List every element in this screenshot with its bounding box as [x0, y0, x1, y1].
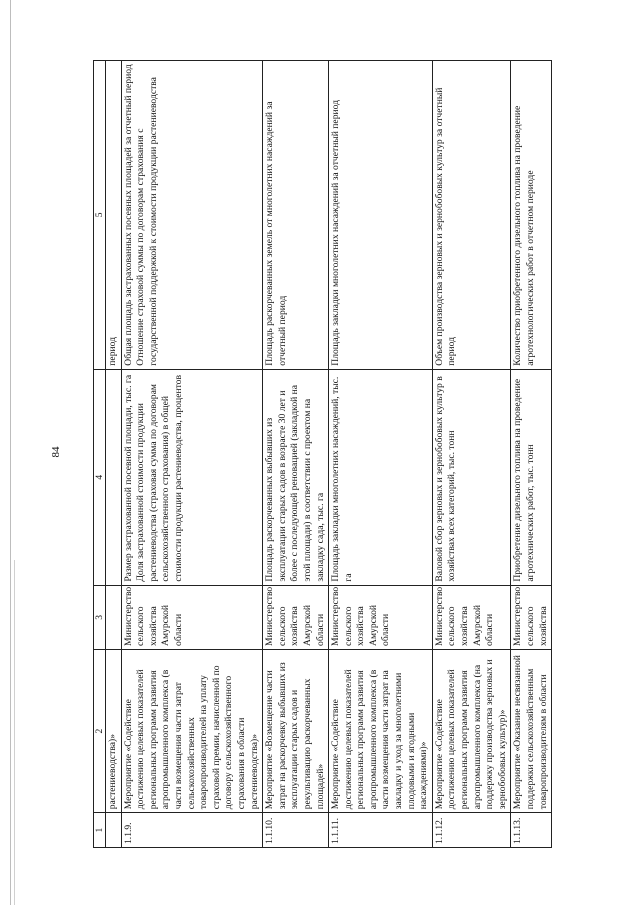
- indicator-text: Размер застрахованной посевной площади, тыс. га: [122, 374, 134, 582]
- cell-event: растениеводства)»: [106, 649, 122, 812]
- cell-indicator: Валовой сбор зерновых и зернобобовых культур в хозяйствах всех категорий, тыс. тонн: [432, 369, 511, 585]
- indicator-text: Доля застрахованной стоимости продукции растениеводства (страховая сумма по договорам сельскохозяйственного страхования) в общей стоимости продукции растениеводства, процентов: [135, 375, 184, 582]
- cell-executor: Министерство сельского хозяйства: [511, 585, 552, 649]
- column-number: 1: [94, 813, 106, 848]
- table-row: [121, 61, 263, 848]
- scan-edge-line: [14, 560, 15, 905]
- cell-indicator: [106, 369, 122, 585]
- scan-edge-line: [10, 0, 11, 905]
- cell-executor: [106, 585, 122, 649]
- cell-indicator: Приобретение дизельного топлива на проведение агротехнических работ, тыс. тонн: [511, 369, 552, 585]
- result-text: Общая площадь застрахованных посевных площадей за отчетный период: [122, 64, 134, 366]
- cell-event: Мероприятие «Содействие достижению целевых показателей региональных программ развития агропромышленного комплекса (в части возмещения части затрат на закладку и уход за многолетними плодовыми и ягодными насаждениями)»: [329, 649, 433, 812]
- cell-event: Мероприятие «Содействие достижению целевых показателей региональных программ развития агропромышленного комплекса (в части возмещения части затрат сельскохозяйственных товаропроизводителей на уплату страховой премии, начисленной по договору сельскохозяйственного страхования в области растениеводства)»: [121, 649, 263, 812]
- cell-executor: Министерство сельского хозяйства Амурской области: [121, 585, 263, 649]
- cell-num: 1.1.9.: [121, 813, 263, 848]
- table-row: [511, 61, 552, 848]
- cell-result: Количество приобретенного дизельного топлива на проведение агротехнологических работ в отчетном периоде: [511, 61, 552, 370]
- cell-indicator: [121, 369, 263, 585]
- cell-executor: Министерство сельского хозяйства Амурской области: [263, 585, 329, 649]
- cell-num: 1.1.11.: [329, 813, 433, 848]
- cell-indicator: Площадь закладки многолетних насаждений, тыс. га: [329, 369, 433, 585]
- cell-num: 1.1.10.: [263, 813, 329, 848]
- column-number: 2: [94, 649, 106, 812]
- result-text: Отношение страховой суммы по договорам страхования с государственной поддержкой к стоимости продукции растениеводства: [135, 77, 159, 366]
- cell-result: период: [106, 61, 122, 370]
- cell-result: [121, 61, 263, 370]
- cell-executor: Министерство сельского хозяйства Амурской области: [432, 585, 511, 649]
- cell-event: Мероприятие «Оказание несвязанной поддержки сельскохозяйственным товаропроизводителям в области: [511, 649, 552, 812]
- cell-result: Площадь закладки многолетних насаждений за отчетный период: [329, 61, 433, 370]
- cell-indicator: Площадь раскорчеванных выбывших из эксплуатации старых садов в возрасте 30 лет и более с последующей реновацией (закладкой на этой площади) в соответствии с проектом на закладку сада, тыс. га: [263, 369, 329, 585]
- measures-table: [93, 60, 552, 848]
- cell-num: [106, 813, 122, 848]
- table-row: [329, 61, 433, 848]
- continuation-row: [106, 61, 122, 848]
- cell-event: Мероприятие «Содействие достижению целевых показателей региональных программ развития агропромышленного комплекса (на поддержку производства зерновых и зернобобовых культур)»: [432, 649, 511, 812]
- cell-num: 1.1.13.: [511, 813, 552, 848]
- table-row: [432, 61, 511, 848]
- cell-event: Мероприятие «Возмещение части затрат на раскорчевку выбывших из эксплуатации старых садов и рекультивацию раскорчеванных площадей»: [263, 649, 329, 812]
- column-number: 3: [94, 585, 106, 649]
- table-row: [263, 61, 329, 848]
- column-number: 4: [94, 369, 106, 585]
- column-number: 5: [94, 61, 106, 370]
- rotated-page-content: [93, 60, 593, 848]
- cell-result: Объем производства зерновых и зернобобовых культур за отчетный период: [432, 61, 511, 370]
- page-number: 84: [50, 446, 62, 458]
- column-number-row: [94, 61, 106, 848]
- cell-num: 1.1.12.: [432, 813, 511, 848]
- cell-result: Площадь раскорчеванных земель от многолетних насаждений за отчетный период: [263, 61, 329, 370]
- cell-executor: Министерство сельского хозяйства Амурской области: [329, 585, 433, 649]
